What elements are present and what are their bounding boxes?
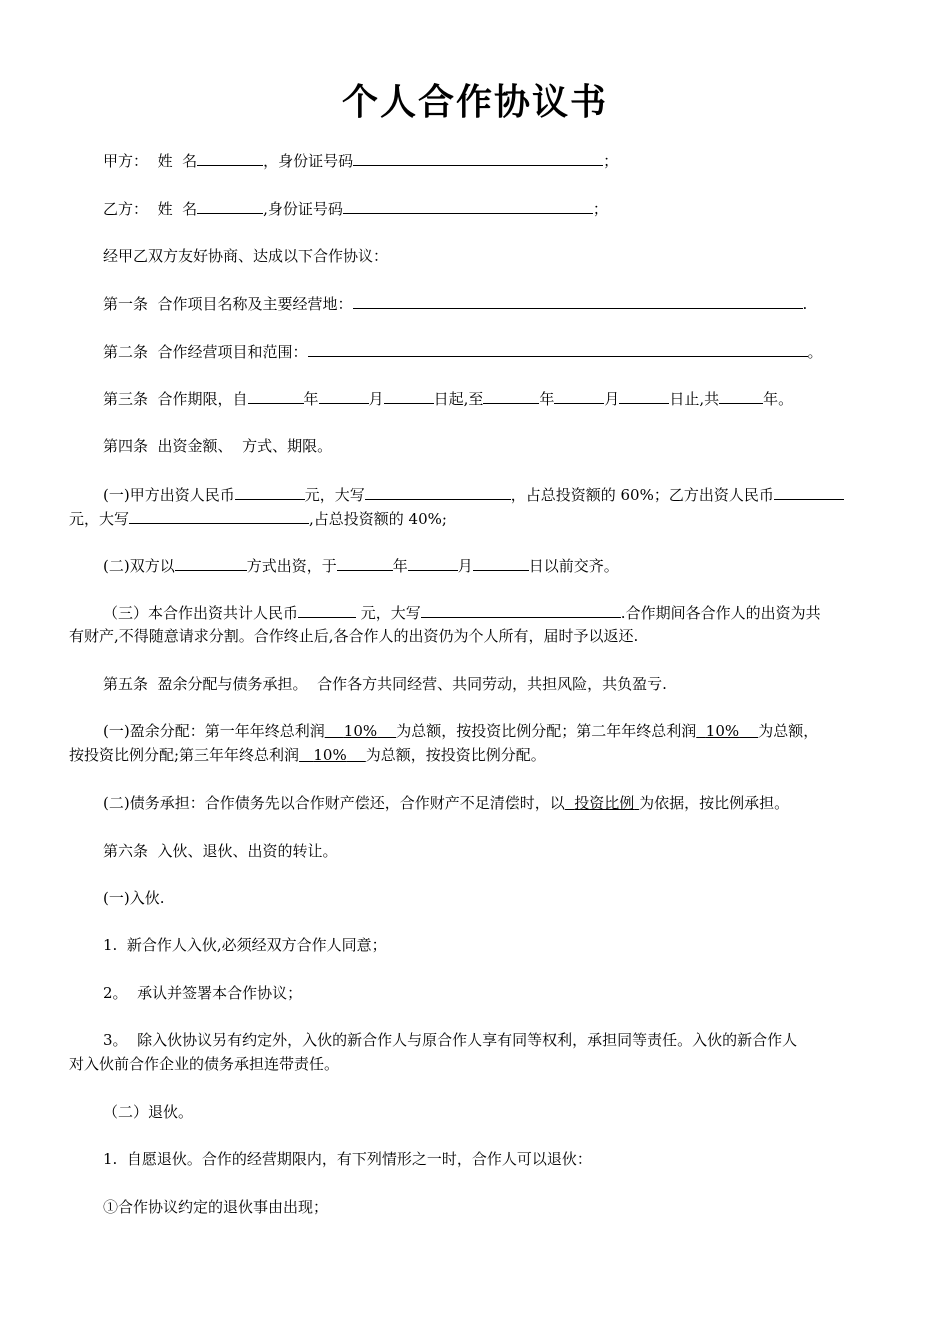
end-year-label: 年 bbox=[539, 390, 555, 408]
article-5-1-text-b: 为总额，按投资比例分配；第二年年终总利润 bbox=[396, 722, 697, 740]
article-4-1-line-2 bbox=[69, 508, 447, 529]
article-2-text: 第二条 合作经营项目和范围： bbox=[103, 343, 308, 361]
year-3-profit-value[interactable] bbox=[299, 746, 366, 764]
article-5-1-text-c: 为总额， bbox=[758, 722, 819, 740]
article-6-1-line: (一)入伙. bbox=[103, 889, 165, 907]
party-b-name-label: 姓 名 bbox=[157, 200, 198, 218]
article-3-text: 第三条 合作期限，自 bbox=[103, 390, 248, 408]
article-5-1-text-d: 按投资比例分配;第三年年终总利润 bbox=[69, 746, 300, 764]
article-4-1-text-a: (一)甲方出资人民币 bbox=[103, 486, 235, 504]
article-5-1-line-2 bbox=[69, 745, 546, 765]
article-5-1-line bbox=[103, 721, 818, 741]
article-6-2-line: （二）退伙。 bbox=[103, 1103, 194, 1121]
article-4-1-text-d: 元，大写 bbox=[69, 510, 130, 528]
article-6-2-item-1-a: ①合作协议约定的退伙事由出现； bbox=[103, 1198, 329, 1216]
party-a-id-blank[interactable] bbox=[353, 150, 603, 166]
year-2-profit-text: 10% bbox=[705, 722, 740, 740]
article-5-2-text-b: 为依据，按比例承担。 bbox=[639, 794, 790, 812]
article-2-line bbox=[103, 341, 823, 362]
year-1-profit-text: 10% bbox=[343, 722, 378, 740]
article-6-1-item-1: 1. 新合作人入伙,必须经双方合作人同意； bbox=[103, 936, 387, 954]
party-a-label: 甲方： bbox=[103, 152, 149, 170]
intro-line: 经甲乙双方友好协商、达成以下合作协议： bbox=[103, 247, 389, 265]
article-1-blank[interactable] bbox=[353, 293, 803, 309]
article-3-line bbox=[103, 388, 793, 409]
article-2-end: 。 bbox=[807, 343, 823, 361]
article-4-3-text-b: 元，大写 bbox=[356, 604, 421, 622]
article-4-line: 第四条 出资金额、 方式、期限。 bbox=[103, 437, 333, 455]
party-a-amount-blank[interactable] bbox=[235, 484, 305, 500]
debt-basis-value[interactable] bbox=[565, 794, 639, 812]
contribution-day-blank[interactable] bbox=[473, 555, 529, 571]
start-day-label: 日起,至 bbox=[433, 390, 484, 408]
article-1-end: . bbox=[802, 295, 808, 313]
year-3-profit-text: 10% bbox=[313, 746, 347, 764]
article-5-2-text-a: (二)债务承担：合作债务先以合作财产偿还，合作财产不足清偿时，以 bbox=[103, 794, 565, 812]
start-year-label: 年 bbox=[303, 390, 319, 408]
start-year-blank[interactable] bbox=[248, 388, 304, 404]
article-6-1-item-3-line-2: 对入伙前合作企业的债务承担连带责任。 bbox=[69, 1055, 340, 1073]
start-month-label: 月 bbox=[368, 390, 384, 408]
contribution-year-label: 年 bbox=[392, 557, 408, 575]
contribution-year-blank[interactable] bbox=[337, 555, 393, 571]
party-b-id-label: ,身份证号码 bbox=[263, 200, 343, 218]
year-2-profit-value[interactable] bbox=[696, 722, 758, 740]
article-4-2-text-b: 方式出资，于 bbox=[246, 557, 337, 575]
party-a-end: ； bbox=[603, 152, 619, 170]
party-a-name-blank[interactable] bbox=[197, 150, 263, 166]
article-5-1-text-e: 为总额，按投资比例分配。 bbox=[365, 746, 546, 764]
end-day-label: 日止,共 bbox=[669, 390, 720, 408]
contribution-month-blank[interactable] bbox=[408, 555, 458, 571]
article-4-3-line-2: 有财产,不得随意请求分割。合作终止后,各合作人的出资仍为个人所有，届时予以返还. bbox=[69, 627, 639, 645]
end-month-label: 月 bbox=[604, 390, 620, 408]
document-title: 个人合作协议书 bbox=[341, 82, 608, 123]
start-day-blank[interactable] bbox=[384, 388, 434, 404]
article-4-1-text-b: 元，大写 bbox=[304, 486, 365, 504]
total-amount-blank[interactable] bbox=[298, 602, 356, 618]
party-b-id-blank[interactable] bbox=[343, 198, 593, 214]
start-month-blank[interactable] bbox=[319, 388, 369, 404]
contribution-day-label: 日以前交齐。 bbox=[528, 557, 619, 575]
article-6-2-item-1: 1. 自愿退伙。合作的经营期限内，有下列情形之一时，合作人可以退伙： bbox=[103, 1150, 592, 1168]
contribution-month-label: 月 bbox=[457, 557, 473, 575]
contribution-method-blank[interactable] bbox=[175, 555, 247, 571]
article-4-1-text-c: ，占总投资额的 60%；乙方出资人民币 bbox=[510, 486, 774, 504]
party-b-label: 乙方： bbox=[103, 200, 149, 218]
article-4-3-text-c: .合作期间各合作人的出资为共 bbox=[620, 604, 821, 622]
party-a-line bbox=[103, 150, 618, 171]
article-6-1-item-3: 3。 除入伙协议另有约定外，入伙的新合作人与原合作人享有同等权利，承担同等责任。入伙的新合作人 bbox=[103, 1031, 798, 1049]
article-6-1-item-2: 2。 承认并签署本合作协议； bbox=[103, 984, 303, 1002]
year-1-profit-value[interactable] bbox=[325, 722, 397, 740]
article-4-3-line bbox=[103, 602, 821, 623]
party-a-id-label: ，身份证号码 bbox=[263, 152, 354, 170]
party-b-line bbox=[103, 198, 608, 219]
party-a-name-label: 姓 名 bbox=[157, 152, 198, 170]
term-years-blank[interactable] bbox=[719, 388, 763, 404]
party-b-end: ； bbox=[592, 200, 608, 218]
article-5-2-line bbox=[103, 793, 789, 813]
article-4-3-text-a: （三）本合作出资共计人民币 bbox=[103, 604, 299, 622]
term-years-label: 年。 bbox=[763, 390, 794, 408]
end-year-blank[interactable] bbox=[483, 388, 539, 404]
article-4-1-line bbox=[103, 484, 844, 505]
article-6-line: 第六条 入伙、退伙、出资的转让。 bbox=[103, 842, 338, 860]
article-4-2-text-a: (二)双方以 bbox=[103, 557, 175, 575]
article-4-2-line bbox=[103, 555, 619, 576]
party-b-amount-blank[interactable] bbox=[774, 484, 844, 500]
party-a-amount-words-blank[interactable] bbox=[365, 484, 511, 500]
total-amount-words-blank[interactable] bbox=[421, 602, 621, 618]
end-day-blank[interactable] bbox=[619, 388, 669, 404]
party-b-name-blank[interactable] bbox=[197, 198, 263, 214]
article-5-1-text-a: (一)盈余分配：第一年年终总利润 bbox=[103, 722, 325, 740]
debt-basis-text: 投资比例 bbox=[574, 794, 635, 812]
party-b-amount-words-blank[interactable] bbox=[129, 508, 309, 524]
article-4-1-text-e: ,占总投资额的 40%; bbox=[309, 510, 447, 528]
end-month-blank[interactable] bbox=[554, 388, 604, 404]
article-2-blank[interactable] bbox=[308, 341, 808, 357]
article-1-line bbox=[103, 293, 807, 314]
article-1-text: 第一条 合作项目名称及主要经营地： bbox=[103, 295, 353, 313]
article-5-line: 第五条 盈余分配与债务承担。 合作各方共同经营、共同劳动，共担风险，共负盈亏. bbox=[103, 675, 667, 693]
